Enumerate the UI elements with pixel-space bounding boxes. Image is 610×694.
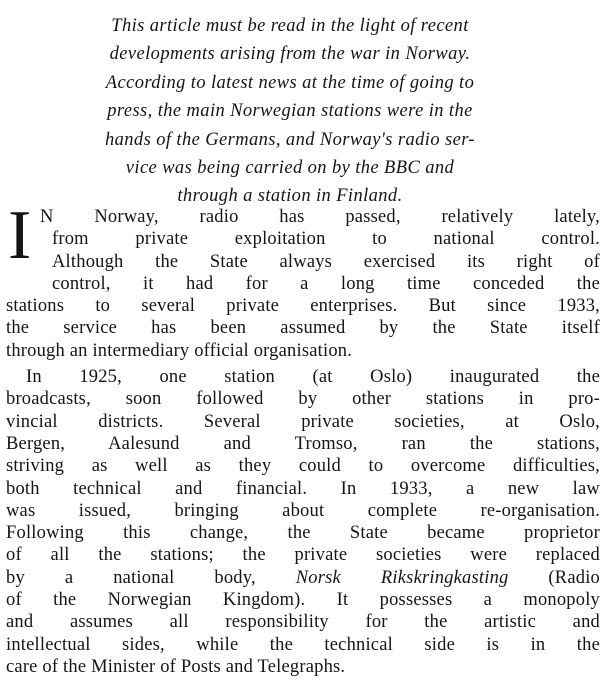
paragraph-line: both technical and financial. In 1933, a new law bbox=[6, 478, 600, 499]
paragraph-line: Following this change, the State became proprietor bbox=[6, 523, 600, 544]
paragraph-line: from private exploitation to national control. bbox=[52, 229, 600, 250]
article-body bbox=[6, 197, 600, 678]
paragraph-line: stations to several private enterprises. But since 1933, bbox=[6, 296, 600, 317]
paragraph-line: N Norway, radio has passed, relatively lately, bbox=[40, 207, 600, 227]
editor-note-line: According to latest news at the time of going to bbox=[105, 72, 475, 93]
editor-note-line: vice was being carried on by the BBC and bbox=[125, 158, 455, 179]
paragraph-2 bbox=[6, 366, 600, 678]
editor-note-line: hands of the Germans, and Norway's radio ser- bbox=[104, 129, 475, 150]
paragraph-line: was issued, bringing about complete re-organisation. bbox=[6, 500, 600, 521]
paragraph-line: of all the stations; the private societies were replaced bbox=[6, 545, 600, 566]
paragraph-line: the service has been assumed by the State itself bbox=[6, 318, 600, 339]
paragraph-line: and assumes all responsibility for the artistic and bbox=[6, 612, 600, 633]
paragraph-line: In 1925, one station (at Oslo) inaugurated the bbox=[26, 367, 600, 388]
paragraph-line: of the Norwegian Kingdom). It possesses a monopoly bbox=[6, 590, 600, 611]
paragraph-line: broadcasts, soon followed by other stations in pro- bbox=[6, 389, 600, 410]
editor-note-line: through a station in Finland. bbox=[177, 186, 403, 207]
paragraph-line: striving as well as they could to overcome difficulties, bbox=[6, 456, 600, 477]
paragraph-1 bbox=[6, 197, 600, 362]
org-name: Norsk Rikskringkasting bbox=[295, 567, 509, 588]
org-name-prefix: by a national body, bbox=[6, 567, 296, 588]
editor-note bbox=[20, 12, 560, 211]
paragraph-line: care of the Minister of Posts and Telegraphs. bbox=[6, 656, 346, 677]
paragraph-line: Although the State always exercised its right of bbox=[52, 251, 600, 272]
editor-note-line: This article must be read in the light of recent bbox=[111, 16, 469, 36]
drop-cap: I bbox=[8, 197, 32, 274]
paragraph-line: vincial districts. Several private societies, at Oslo, bbox=[6, 411, 600, 432]
org-name-suffix: (Radio bbox=[508, 567, 600, 588]
paragraph-line: intellectual sides, while the technical side is in the bbox=[6, 634, 600, 655]
paragraph-line: through an intermediary official organisation. bbox=[6, 340, 353, 361]
paragraph-line: control, it had for a long time conceded the bbox=[52, 273, 600, 294]
editor-note-line: developments arising from the war in Norway. bbox=[109, 44, 471, 65]
editor-note-line: press, the main Norwegian stations were in the bbox=[107, 101, 473, 122]
paragraph-line-org-name bbox=[6, 567, 600, 589]
paragraph-line: Bergen, Aalesund and Tromso, ran the stations, bbox=[6, 433, 600, 454]
